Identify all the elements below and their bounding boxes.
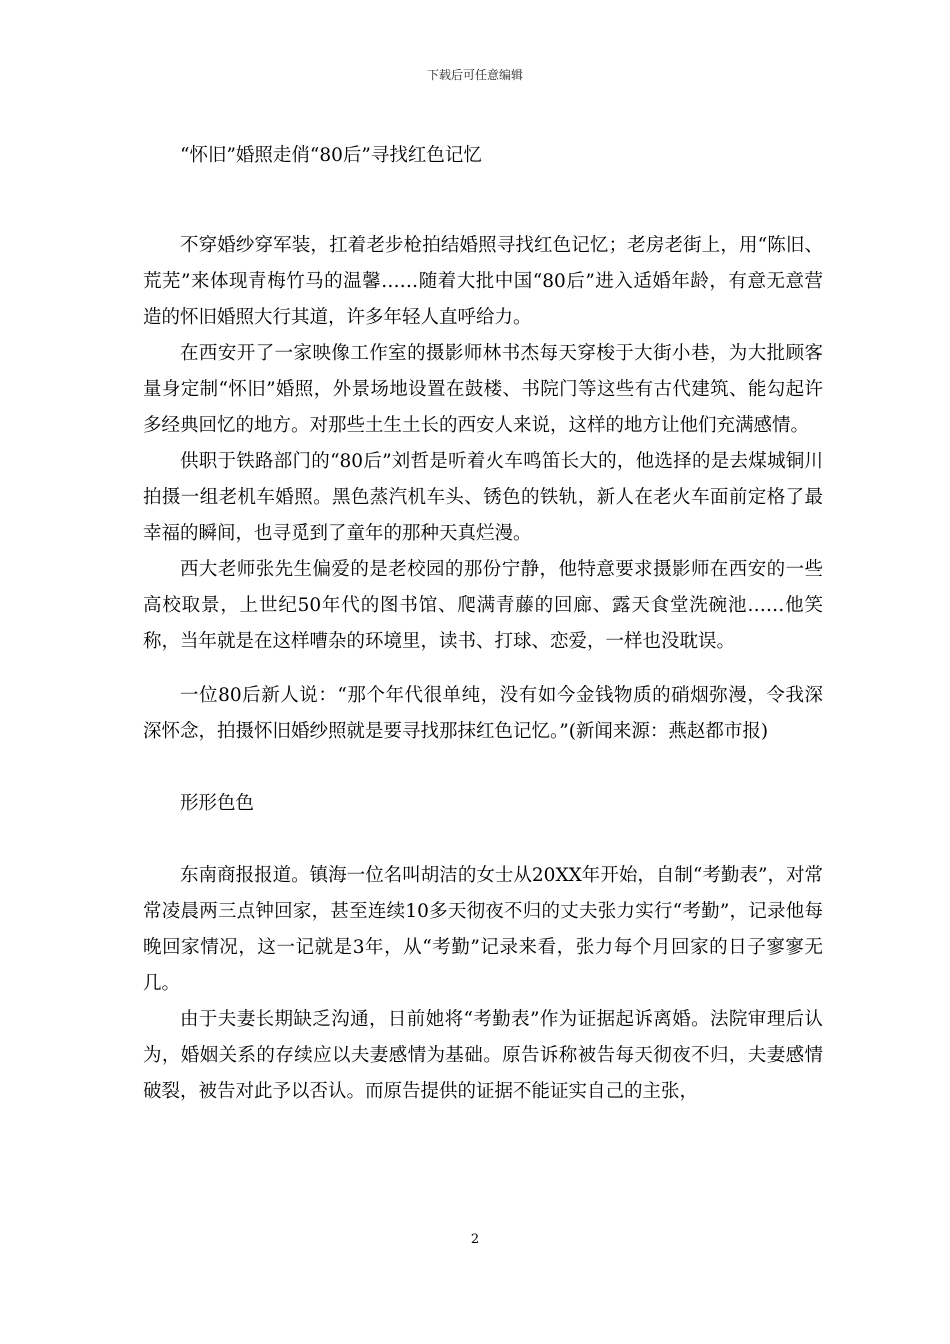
paragraph: 在西安开了一家映像工作室的摄影师林书杰每天穿梭于大街小巷，为大批顾客量身定制“怀旧”婚照，外景场地设置在鼓楼、书院门等这些有古代建筑、能勾起许多经典回忆的地方。对那些土生土长的西安人来说，这样的地方让他们充满感情。	[143, 343, 823, 436]
paragraph: 由于夫妻长期缺乏沟通，日前她将“考勤表”作为证据起诉离婚。法院审理后认为，婚姻关系的存续应以夫妻感情为基础。原告诉称被告每天彻夜不归，夫妻感情破裂，被告对此予以否认。而原告提供的证据不能证实自己的主张，	[143, 1009, 823, 1102]
paragraph: 供职于铁路部门的“80后”刘哲是听着火车鸣笛长大的，他选择的是去煤城铜川拍摄一组老机车婚照。黑色蒸汽机车头、锈色的铁轨，新人在老火车面前定格了最幸福的瞬间，也寻觅到了童年的那种天真烂漫。	[143, 451, 823, 544]
section-title: 形形色色	[180, 793, 255, 814]
paragraph: 不穿婚纱穿军装，扛着老步枪拍结婚照寻找红色记忆；老房老街上，用“陈旧、荒芜”来体现青梅竹马的温馨……随着大批中国“80后”进入适婚年龄，有意无意营造的怀旧婚照大行其道，许多年轻人直呼给力。	[143, 235, 823, 328]
document-body	[143, 120, 823, 1110]
header-note: 下载后可任意编辑	[426, 68, 523, 82]
paragraph: 一位80后新人说：“那个年代很单纯，没有如今金钱物质的硝烟弥漫，令我深深怀念，拍摄怀旧婚纱照就是要寻找那抹红色记忆。”(新闻来源：燕赵都市报)	[143, 685, 823, 742]
article-title: “怀旧”婚照走俏“80后”寻找红色记忆	[180, 145, 482, 166]
paragraph: 西大老师张先生偏爱的是老校园的那份宁静，他特意要求摄影师在西安的一些高校取景，上世纪50年代的图书馆、爬满青藤的回廊、露天食堂洗碗池……他笑称，当年就是在这样嘈杂的环境里，读书、打球、恋爱，一样也没耽误。	[143, 559, 823, 652]
paragraph: 东南商报报道。镇海一位名叫胡洁的女士从20XX年开始，自制“考勤表”，对常常凌晨两三点钟回家，甚至连续10多天彻夜不归的丈夫张力实行“考勤”，记录他每晚回家情况，这一记就是3年，从“考勤”记录来看，张力每个月回家的日子寥寥无几。	[143, 865, 823, 994]
page-number: 2	[470, 1232, 480, 1247]
